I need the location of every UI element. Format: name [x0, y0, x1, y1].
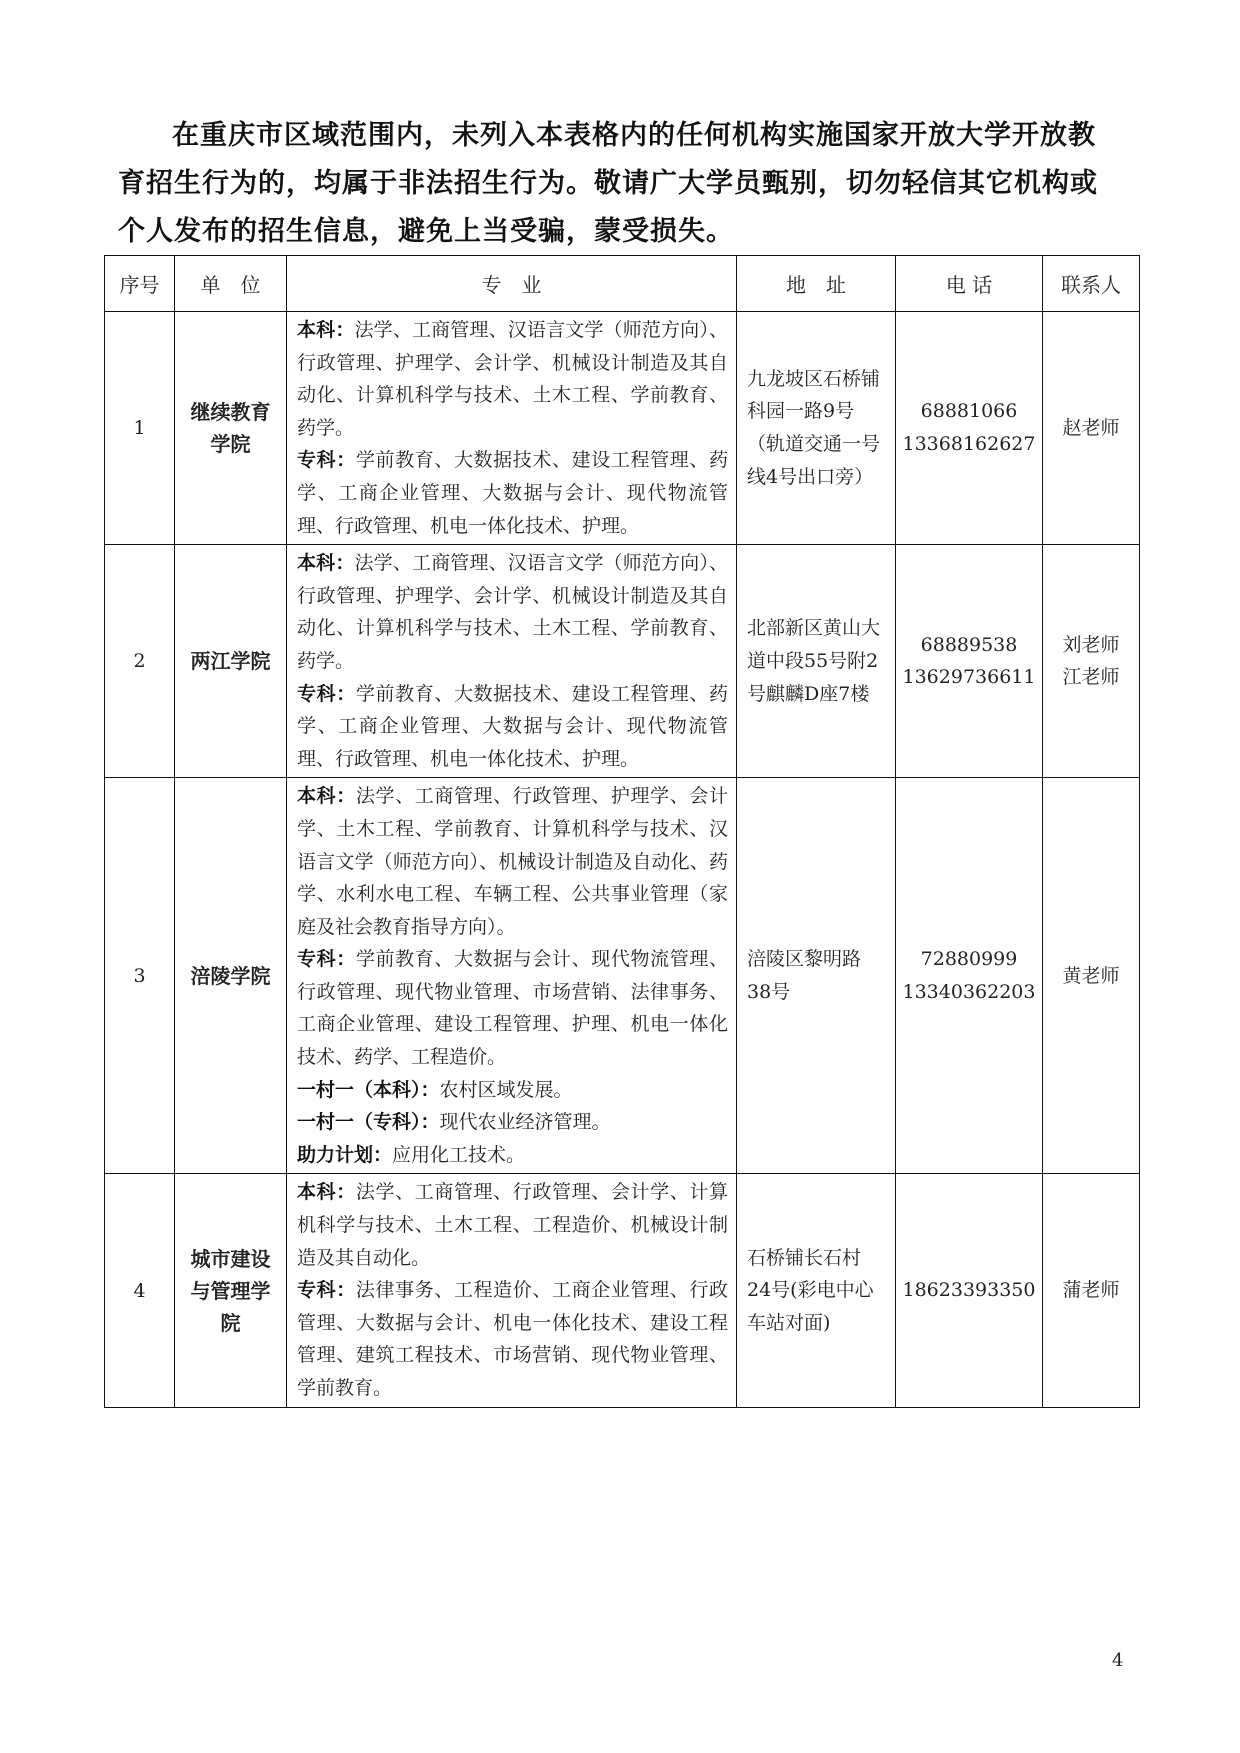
table-row [105, 1174, 1140, 1407]
majors-text: 法学、工商管理、汉语言文学（师范方向）、行政管理、护理学、会计学、机械设计制造及其自动化、计算机科学与技术、土木工程、学前教育、药学。 [297, 552, 728, 672]
majors-entry: 专科：学前教育、大数据技术、建设工程管理、药学、工商企业管理、大数据与会计、现代物流管理、行政管理、机电一体化技术、护理。 [297, 682, 728, 770]
majors-label: 一村一（专科） [297, 1111, 421, 1134]
majors-label: 一村一（本科） [297, 1078, 421, 1101]
majors-text: 现代农业经济管理。 [439, 1111, 611, 1134]
majors-text: 法律事务、工程造价、工商企业管理、行政管理、大数据与会计、机电一体化技术、建设工程管理、建筑工程技术、市场营销、现代物业管理、学前教育。 [297, 1279, 728, 1399]
contact-name: 黄老师 [1062, 964, 1120, 987]
unit-line: 院 [220, 1310, 241, 1335]
row-address: 石桥铺长石村24号(彩电中心车站对面) [737, 1174, 896, 1407]
row-majors [287, 778, 737, 1174]
row-address: 涪陵区黎明路38号 [737, 778, 896, 1174]
table-row [105, 778, 1140, 1174]
row-phone [896, 1174, 1043, 1407]
header-contact: 联系人 [1043, 256, 1140, 312]
contact-name: 蒲老师 [1062, 1279, 1120, 1302]
majors-entry: 本科：法学、工商管理、行政管理、护理学、会计学、土木工程、学前教育、计算机科学与技术、汉语言文学（师范方向）、机械设计制造及自动化、药学、水利水电工程、车辆工程、公共事业管理（家庭及社会教育指导方向）。 [297, 785, 728, 938]
phone-number: 13368162627 [902, 433, 1036, 456]
majors-entry: 本科：法学、工商管理、汉语言文学（师范方向）、行政管理、护理学、会计学、机械设计制造及其自动化、计算机科学与技术、土木工程、学前教育、药学。 [297, 319, 728, 439]
header-unit: 单 位 [175, 256, 287, 312]
intro-notice [118, 112, 1118, 256]
contact-name: 赵老师 [1062, 416, 1120, 439]
row-majors [287, 312, 737, 545]
row-unit [175, 545, 287, 778]
phone-number: 68889538 [920, 633, 1018, 656]
majors-text: 法学、工商管理、行政管理、会计学、计算机科学与技术、土木工程、工程造价、机械设计制造及其自动化。 [297, 1181, 728, 1269]
header-phone: 电 话 [896, 256, 1043, 312]
contact-name: 刘老师 [1062, 633, 1120, 656]
table-header-row [105, 256, 1140, 312]
row-contact [1043, 1174, 1140, 1407]
row-address: 北部新区黄山大道中段55号附2号麒麟D座7楼 [737, 545, 896, 778]
unit-line: 学院 [210, 432, 251, 457]
majors-entry: 专科：学前教育、大数据与会计、现代物流管理、行政管理、现代物业管理、市场营销、法律事务、工商企业管理、建设工程管理、护理、机电一体化技术、药学、工程造价。 [297, 948, 728, 1069]
majors-entry: 本科：法学、工商管理、汉语言文学（师范方向）、行政管理、护理学、会计学、机械设计制造及其自动化、计算机科学与技术、土木工程、学前教育、药学。 [297, 552, 728, 672]
unit-line: 与管理学 [190, 1278, 271, 1303]
majors-text: 法学、工商管理、行政管理、护理学、会计学、土木工程、学前教育、计算机科学与技术、汉语言文学（师范方向）、机械设计制造及自动化、药学、水利水电工程、车辆工程、公共事业管理（家庭及社会教育指导方向）。 [297, 785, 728, 938]
unit-line: 两江学院 [190, 649, 271, 674]
header-address: 地 址 [737, 256, 896, 312]
majors-label: 助力计划 [297, 1143, 374, 1166]
unit-line: 涪陵学院 [190, 963, 271, 988]
majors-entry: 一村一（本科）：农村区域发展。 [297, 1078, 573, 1101]
majors-entry: 本科：法学、工商管理、行政管理、会计学、计算机科学与技术、土木工程、工程造价、机械设计制造及其自动化。 [297, 1181, 728, 1269]
header-index: 序号 [105, 256, 175, 312]
phone-number: 13340362203 [902, 980, 1036, 1003]
majors-label: 专科 [297, 682, 337, 705]
row-majors [287, 545, 737, 778]
majors-text: 应用化工技术。 [392, 1143, 526, 1166]
majors-label: 本科 [297, 319, 336, 341]
majors-text: 法学、工商管理、汉语言文学（师范方向）、行政管理、护理学、会计学、机械设计制造及其自动化、计算机科学与技术、土木工程、学前教育、药学。 [297, 319, 728, 439]
enrollment-institutions-table [104, 255, 1140, 1408]
row-address: 九龙坡区石桥铺科园一路9号（轨道交通一号线4号出口旁） [737, 312, 896, 545]
row-phone [896, 312, 1043, 545]
row-unit [175, 1174, 287, 1407]
row-unit [175, 312, 287, 545]
majors-label: 本科 [297, 1181, 337, 1204]
majors-entry: 助力计划：应用化工技术。 [297, 1143, 526, 1166]
phone-number: 13629736611 [902, 666, 1036, 689]
row-phone [896, 778, 1043, 1174]
majors-entry: 专科：学前教育、大数据技术、建设工程管理、药学、工商企业管理、大数据与会计、现代物流管理、行政管理、机电一体化技术、护理。 [297, 449, 728, 537]
majors-entry: 一村一（专科）：现代农业经济管理。 [297, 1111, 611, 1134]
row-contact [1043, 312, 1140, 545]
table-row [105, 545, 1140, 778]
majors-text: 学前教育、大数据技术、建设工程管理、药学、工商企业管理、大数据与会计、现代物流管理、行政管理、机电一体化技术、护理。 [297, 682, 728, 770]
row-index: 1 [105, 312, 175, 545]
contact-name: 江老师 [1062, 666, 1120, 689]
majors-text: 学前教育、大数据与会计、现代物流管理、行政管理、现代物业管理、市场营销、法律事务、工商企业管理、建设工程管理、护理、机电一体化技术、药学、工程造价。 [297, 948, 728, 1069]
page-number: 4 [1112, 1650, 1124, 1671]
row-majors [287, 1174, 737, 1407]
majors-label: 专科 [297, 1279, 337, 1302]
row-index: 2 [105, 545, 175, 778]
row-phone [896, 545, 1043, 778]
majors-label: 专科 [297, 449, 337, 472]
row-contact [1043, 778, 1140, 1174]
row-index: 4 [105, 1174, 175, 1407]
row-unit [175, 778, 287, 1174]
table-row [105, 312, 1140, 545]
header-majors: 专 业 [287, 256, 737, 312]
phone-number: 72880999 [920, 948, 1018, 971]
majors-label: 本科 [297, 552, 336, 575]
unit-line: 城市建设 [190, 1246, 271, 1271]
majors-text: 学前教育、大数据技术、建设工程管理、药学、工商企业管理、大数据与会计、现代物流管理、行政管理、机电一体化技术、护理。 [297, 449, 728, 537]
unit-line: 继续教育 [190, 400, 271, 425]
majors-label: 本科 [297, 785, 337, 808]
intro-paragraph: 在重庆市区域范围内，未列入本表格内的任何机构实施国家开放大学开放教育招生行为的，均属于非法招生行为。敬请广大学员甄别，切勿轻信其它机构或个人发布的招生信息，避免上当受骗，蒙受损失。 [118, 120, 1098, 247]
row-index: 3 [105, 778, 175, 1174]
row-contact [1043, 545, 1140, 778]
majors-entry: 专科：法律事务、工程造价、工商企业管理、行政管理、大数据与会计、机电一体化技术、建设工程管理、建筑工程技术、市场营销、现代物业管理、学前教育。 [297, 1279, 728, 1399]
majors-text: 农村区域发展。 [439, 1078, 573, 1101]
phone-number: 68881066 [920, 400, 1018, 423]
majors-label: 专科 [297, 948, 337, 971]
phone-number: 18623393350 [902, 1279, 1036, 1302]
